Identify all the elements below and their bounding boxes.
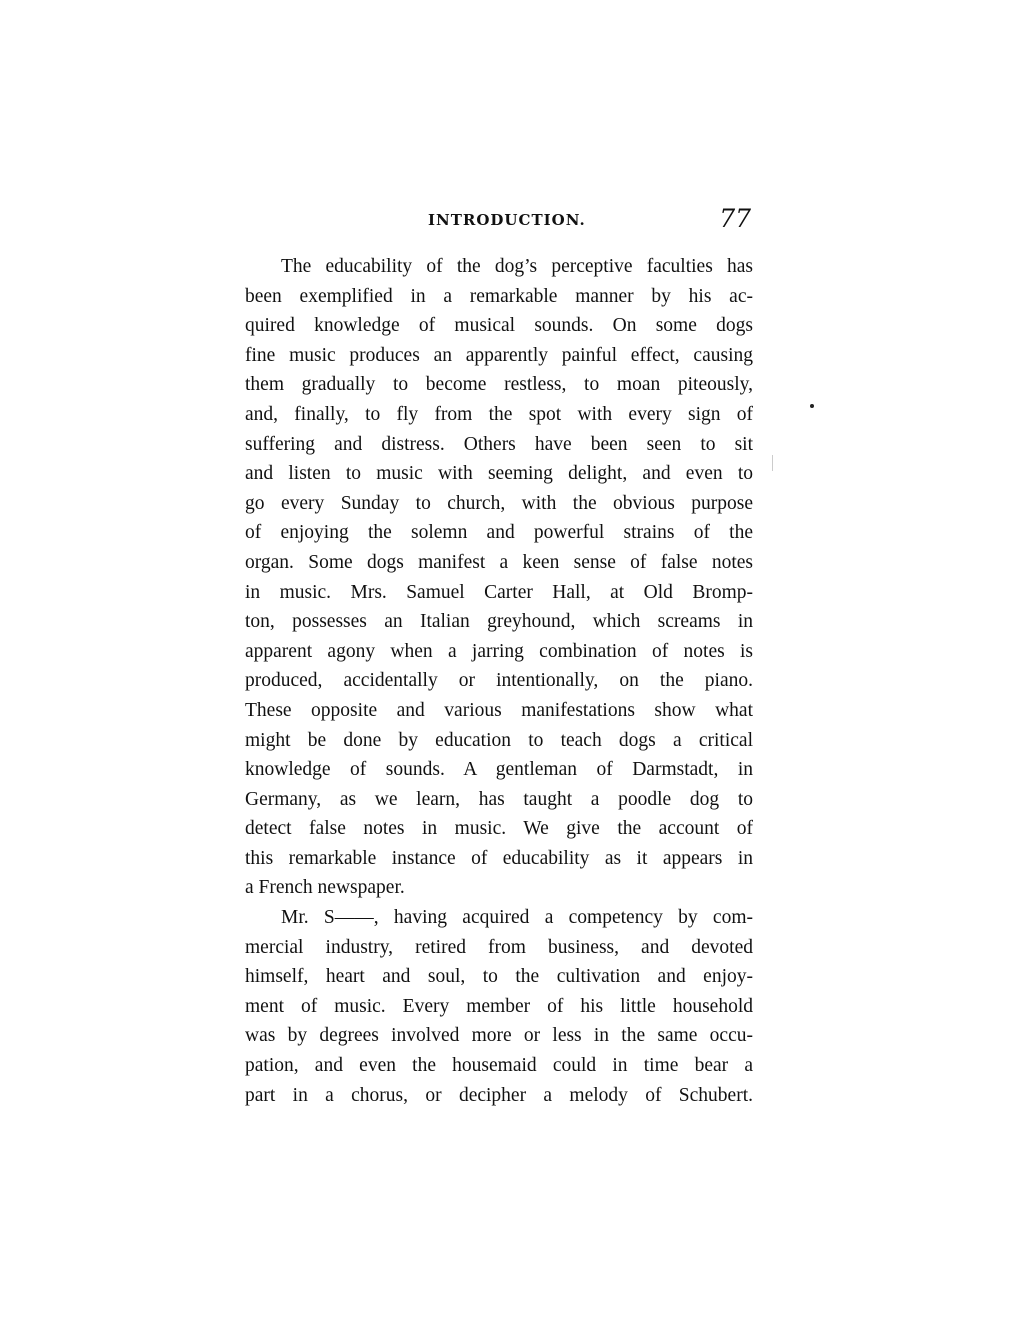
text-line: in music. Mrs. Samuel Carter Hall, at Old Bromp- <box>245 581 753 603</box>
text-line: Mr. S——, having acquired a competency by com- <box>281 907 753 929</box>
text-line: ton, possesses an Italian greyhound, which screams in <box>245 611 753 633</box>
text-line: mercial industry, retired from business, and devoted <box>245 936 753 958</box>
running-title: INTRODUCTION. <box>428 211 586 229</box>
page-number: 77 <box>719 204 751 233</box>
text-line: suffering and distress. Others have been seen to sit <box>245 433 753 455</box>
text-line: These opposite and various manifestations show what <box>245 699 753 721</box>
text-line: organ. Some dogs manifest a keen sense of false notes <box>245 551 753 573</box>
text-line: of enjoying the solemn and powerful strains of the <box>245 522 753 544</box>
text-line: and listen to music with seeming delight, and even to <box>245 463 753 485</box>
text-line: knowledge of sounds. A gentleman of Darmstadt, in <box>245 759 753 781</box>
body-text <box>245 252 753 1110</box>
text-line: this remarkable instance of educability as it appears in <box>245 847 753 869</box>
text-line: part in a chorus, or decipher a melody of Schubert. <box>245 1084 753 1106</box>
text-line: them gradually to become restless, to moan piteously, <box>245 374 753 396</box>
running-head <box>245 205 753 235</box>
text-line: a French newspaper. <box>245 877 405 899</box>
text-line: might be done by education to teach dogs a critical <box>245 729 753 751</box>
text-line: was by degrees involved more or less in the same occu- <box>245 1025 753 1047</box>
margin-mark <box>772 455 773 471</box>
text-line: ment of music. Every member of his little household <box>245 995 753 1017</box>
text-line: pation, and even the housemaid could in time bear a <box>245 1055 753 1077</box>
text-line: fine music produces an apparently painful effect, causing <box>245 344 753 366</box>
text-line: and, finally, to fly from the spot with every sign of <box>245 403 753 425</box>
text-line: apparent agony when a jarring combination of notes is <box>245 640 753 662</box>
text-line: detect false notes in music. We give the account of <box>245 818 753 840</box>
text-line: Germany, as we learn, has taught a poodle dog to <box>245 788 753 810</box>
text-line: produced, accidentally or intentionally, on the piano. <box>245 670 753 692</box>
text-line: The educability of the dog’s perceptive faculties has <box>281 256 753 277</box>
text-line: go every Sunday to church, with the obvious purpose <box>245 492 753 514</box>
text-line: been exemplified in a remarkable manner by his ac- <box>245 285 753 307</box>
text-line: quired knowledge of musical sounds. On some dogs <box>245 315 753 337</box>
text-line: himself, heart and soul, to the cultivation and enjoy- <box>245 966 753 988</box>
margin-speck <box>810 404 814 408</box>
